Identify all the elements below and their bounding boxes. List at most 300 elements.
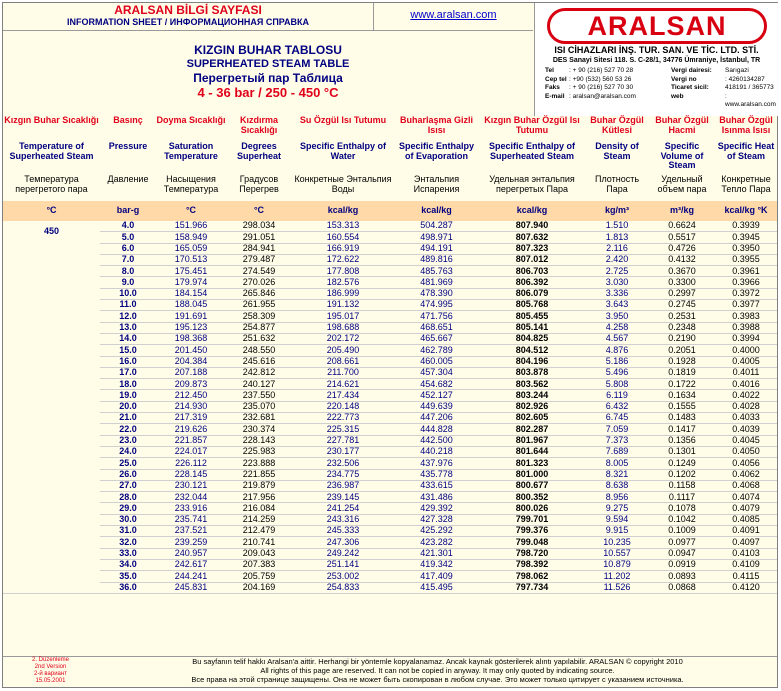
table-cell: 0.1483: [649, 413, 715, 424]
table-cell: 170.513: [156, 254, 226, 265]
table-cell: 12.0: [100, 311, 156, 322]
table-cell: 5.808: [585, 379, 649, 390]
table-cell: 431.486: [394, 492, 479, 503]
table-cell: 0.2745: [649, 300, 715, 311]
table-cell: 17.0: [100, 367, 156, 378]
table-cell: 0.4091: [715, 526, 777, 537]
table-cell: 22.0: [100, 424, 156, 435]
table-cell: 471.756: [394, 311, 479, 322]
table-row: [3, 266, 777, 277]
table-cell: 209.043: [226, 548, 292, 559]
table-cell: 0.1819: [649, 367, 715, 378]
table-cell: 204.169: [226, 582, 292, 593]
copyright-line: Все права на этой странице защищены. Она не может быть скопирован в любом случае. Это может только цитирует с указанием источника.: [191, 675, 684, 684]
table-cell: 179.974: [156, 277, 226, 288]
table-cell: 10.879: [585, 559, 649, 570]
version-line: 2-й вариант: [34, 671, 67, 677]
sheet-header: [3, 3, 374, 31]
table-cell: 248.550: [226, 345, 292, 356]
table-cell: 481.969: [394, 277, 479, 288]
column-header-tr: Kızdırma Sıcaklığı: [226, 116, 292, 142]
table-cell: 803.562: [479, 379, 585, 390]
table-cell: 0.4056: [715, 458, 777, 469]
column-header-ru: Конкретные Энтальпия Воды: [292, 175, 394, 201]
table-cell: 227.781: [292, 435, 394, 446]
column-header-tr: Basınç: [100, 116, 156, 142]
table-row: [3, 480, 777, 491]
table-cell: 258.309: [226, 311, 292, 322]
table-cell: 8.956: [585, 492, 649, 503]
table-cell: 4.876: [585, 345, 649, 356]
table-cell: 232.044: [156, 492, 226, 503]
title-en: SUPERHEATED STEAM TABLE: [186, 58, 350, 70]
company-sheet-title: ARALSAN BİLGİ SAYFASI: [114, 3, 262, 17]
table-cell: 799.376: [479, 526, 585, 537]
table-cell: 217.434: [292, 390, 394, 401]
table-cell: 207.188: [156, 367, 226, 378]
table-cell: 806.392: [479, 277, 585, 288]
table-cell: 172.622: [292, 254, 394, 265]
column-header-en: Saturation Temperature: [156, 142, 226, 175]
table-row: [3, 571, 777, 582]
table-cell: 805.455: [479, 311, 585, 322]
table-cell: 204.384: [156, 356, 226, 367]
table-cell: 205.490: [292, 345, 394, 356]
table-cell: 184.154: [156, 288, 226, 299]
table-cell: 18.0: [100, 379, 156, 390]
table-cell: 0.2051: [649, 345, 715, 356]
table-cell: 220.148: [292, 401, 394, 412]
column-header-unit: °C: [156, 201, 226, 221]
table-cell: 798.720: [479, 548, 585, 559]
table-cell: 217.956: [226, 492, 292, 503]
table-cell: 242.617: [156, 559, 226, 570]
table-cell: 0.1722: [649, 379, 715, 390]
table-cell: 10.557: [585, 548, 649, 559]
table-cell: 209.873: [156, 379, 226, 390]
table-cell: 15.0: [100, 345, 156, 356]
table-cell: 498.971: [394, 232, 479, 243]
table-cell: 807.323: [479, 243, 585, 254]
table-cell: 478.390: [394, 288, 479, 299]
table-cell: 202.172: [292, 333, 394, 344]
table-row: [3, 356, 777, 367]
table-cell: 225.983: [226, 446, 292, 457]
table-cell: 804.512: [479, 345, 585, 356]
table-row: [3, 311, 777, 322]
table-cell: 235.070: [226, 401, 292, 412]
table-cell: 2.420: [585, 254, 649, 265]
table-cell: 222.773: [292, 413, 394, 424]
table-cell: 799.048: [479, 537, 585, 548]
table-row: [3, 413, 777, 424]
table-cell: 175.451: [156, 266, 226, 277]
column-header-unit: kcal/kg: [479, 201, 585, 221]
table-cell: 0.1078: [649, 503, 715, 514]
aralsan-logo: ARALSAN: [547, 8, 767, 44]
table-cell: 230.121: [156, 480, 226, 491]
table-cell: 0.3300: [649, 277, 715, 288]
table-cell: 205.759: [226, 571, 292, 582]
table-cell: 219.879: [226, 480, 292, 491]
table-cell: 4.0: [100, 221, 156, 232]
table-cell: 0.0868: [649, 582, 715, 593]
table-cell: 270.026: [226, 277, 292, 288]
table-cell: 0.3939: [715, 221, 777, 232]
website-cell: [374, 3, 533, 31]
table-cell: 0.2531: [649, 311, 715, 322]
table-cell: 0.0893: [649, 571, 715, 582]
table-cell: 3.336: [585, 288, 649, 299]
copyright-line: Bu sayfanın telif hakkı Aralsan'a aittir. Herhangi bir yöntemle kopyalanamaz. Ancak kaynak gösterilerek alıntı yapılabilir. ARALSAN © copyright 2010: [192, 657, 683, 666]
table-cell: 3.643: [585, 300, 649, 311]
table-cell: 6.0: [100, 243, 156, 254]
website-link[interactable]: www.aralsan.com: [410, 9, 497, 21]
table-row: [3, 469, 777, 480]
table-cell: 419.342: [394, 559, 479, 570]
contact-info: [545, 67, 776, 109]
table-cell: 801.323: [479, 458, 585, 469]
table-cell: 5.0: [100, 232, 156, 243]
table-row: [3, 345, 777, 356]
table-row: [3, 514, 777, 525]
table-cell: 212.450: [156, 390, 226, 401]
column-header-tr: Doyma Sıcaklığı: [156, 116, 226, 142]
table-row: [3, 435, 777, 446]
column-header-tr: Buharlaşma Gizli Isısı: [394, 116, 479, 142]
table-cell: 32.0: [100, 537, 156, 548]
table-cell: 9.275: [585, 503, 649, 514]
table-cell: 0.4045: [715, 435, 777, 446]
column-header-ru: Удельная энтальпия перегретых Пара: [479, 175, 585, 201]
table-cell: 208.661: [292, 356, 394, 367]
table-cell: 230.374: [226, 424, 292, 435]
table-cell: 504.287: [394, 221, 479, 232]
table-row: [3, 288, 777, 299]
registry-key: web: [671, 92, 684, 100]
registry-key: Vergi dairesi:: [671, 67, 712, 74]
column-header-en: Pressure: [100, 142, 156, 175]
title-ru: Перегретый пар Таблица: [193, 71, 343, 85]
table-cell: 0.3670: [649, 266, 715, 277]
registry-value: : www.aralsan.com: [725, 92, 776, 109]
column-header-en: Specific Enthalpy of Water: [292, 142, 394, 175]
table-cell: 214.930: [156, 401, 226, 412]
table-row: [3, 401, 777, 412]
column-header-ru: Удельный объем пара: [649, 175, 715, 201]
table-cell: 442.500: [394, 435, 479, 446]
table-cell: 804.825: [479, 333, 585, 344]
table-row: [3, 367, 777, 378]
table-cell: 0.4103: [715, 548, 777, 559]
table-cell: 802.605: [479, 413, 585, 424]
table-cell: 807.012: [479, 254, 585, 265]
table-cell: 233.916: [156, 503, 226, 514]
table-row: [3, 424, 777, 435]
table-cell: 0.1158: [649, 480, 715, 491]
table-cell: 806.079: [479, 288, 585, 299]
column-header-en: Specific Volume of Steam: [649, 142, 715, 175]
info-sheet: [2, 2, 778, 688]
table-cell: 465.667: [394, 333, 479, 344]
column-header-en: Specific Enthalpy of Evaporation: [394, 142, 479, 175]
table-cell: 28.0: [100, 492, 156, 503]
table-cell: 243.316: [292, 514, 394, 525]
version-line: 2nd Version: [34, 664, 67, 670]
table-cell: 219.626: [156, 424, 226, 435]
table-cell: 0.3966: [715, 277, 777, 288]
version-line: 15.05.2001: [35, 678, 66, 684]
table-cell: 291.051: [226, 232, 292, 243]
column-header-ru: Плотность Пара: [585, 175, 649, 201]
table-cell: 9.594: [585, 514, 649, 525]
table-cell: 0.4011: [715, 367, 777, 378]
table-cell: 801.000: [479, 469, 585, 480]
title-tr: KIZGIN BUHAR TABLOSU: [194, 43, 342, 57]
column-header-ru: Градусов Перегрев: [226, 175, 292, 201]
table-cell: 805.768: [479, 300, 585, 311]
table-cell: 0.6624: [649, 221, 715, 232]
contact-row: [545, 84, 775, 93]
table-cell: 244.241: [156, 571, 226, 582]
table-cell: 0.1009: [649, 526, 715, 537]
table-cell: 30.0: [100, 514, 156, 525]
table-cell: 0.1117: [649, 492, 715, 503]
table-cell: 26.0: [100, 469, 156, 480]
table-cell: 224.017: [156, 446, 226, 457]
table-row: [3, 446, 777, 457]
table-cell: 0.1301: [649, 446, 715, 457]
table-cell: 485.763: [394, 266, 479, 277]
table-cell: 2.116: [585, 243, 649, 254]
table-cell: 245.333: [292, 526, 394, 537]
table-cell: 279.487: [226, 254, 292, 265]
column-header-ru: Насыщения Температура: [156, 175, 226, 201]
header-row-ru: [3, 175, 777, 201]
column-header-unit: °C: [3, 201, 100, 221]
table-row: [3, 232, 777, 243]
table-cell: 803.244: [479, 390, 585, 401]
table-row: [3, 492, 777, 503]
table-cell: 153.313: [292, 221, 394, 232]
table-cell: 0.4132: [649, 254, 715, 265]
table-cell: 239.259: [156, 537, 226, 548]
table-cell: 6.119: [585, 390, 649, 401]
column-header-ru: Конкретные Тепло Пара: [715, 175, 777, 201]
table-cell: 0.4062: [715, 469, 777, 480]
copyright-notice: [98, 657, 777, 689]
contact-key: Cep tel: [545, 75, 567, 83]
table-cell: 166.919: [292, 243, 394, 254]
table-cell: 251.141: [292, 559, 394, 570]
table-cell: 804.196: [479, 356, 585, 367]
table-cell: 417.409: [394, 571, 479, 582]
table-row: [3, 333, 777, 344]
table-cell: 429.392: [394, 503, 479, 514]
table-cell: 211.700: [292, 367, 394, 378]
table-cell: 158.949: [156, 232, 226, 243]
table-row: [3, 582, 777, 593]
table-cell: 468.651: [394, 322, 479, 333]
table-cell: 221.855: [226, 469, 292, 480]
table-cell: 462.789: [394, 345, 479, 356]
table-cell: 444.828: [394, 424, 479, 435]
column-header-ru: Энтальпия Испарения: [394, 175, 479, 201]
table-cell: 29.0: [100, 503, 156, 514]
contact-key: Tel: [545, 67, 554, 74]
table-cell: 3.030: [585, 277, 649, 288]
column-header-en: Density of Steam: [585, 142, 649, 175]
table-cell: 0.1555: [649, 401, 715, 412]
table-cell: 217.319: [156, 413, 226, 424]
table-title: [3, 31, 533, 116]
table-cell: 9.0: [100, 277, 156, 288]
table-cell: 5.186: [585, 356, 649, 367]
column-header-en: Specific Enthalpy of Superheated Steam: [479, 142, 585, 175]
table-cell: 284.941: [226, 243, 292, 254]
table-cell: 9.915: [585, 526, 649, 537]
superheat-temperature: 450: [3, 221, 100, 593]
table-cell: 195.123: [156, 322, 226, 333]
contact-row: [545, 67, 775, 76]
column-header-tr: Su Özgül Isı Tutumu: [292, 116, 394, 142]
table-cell: 11.526: [585, 582, 649, 593]
contact-value: : +90 (532) 560 53 26: [569, 75, 632, 83]
table-cell: 0.1042: [649, 514, 715, 525]
header-area: [3, 3, 777, 116]
table-cell: 0.2190: [649, 333, 715, 344]
version-line: 2. Düzenleme: [31, 657, 70, 663]
table-cell: 14.0: [100, 333, 156, 344]
table-cell: 207.383: [226, 559, 292, 570]
table-row: [3, 548, 777, 559]
table-row: [3, 390, 777, 401]
table-cell: 234.775: [292, 469, 394, 480]
table-cell: 240.957: [156, 548, 226, 559]
column-header-unit: kcal/kg: [394, 201, 479, 221]
table-cell: 0.1202: [649, 469, 715, 480]
table-cell: 36.0: [100, 582, 156, 593]
table-cell: 0.3972: [715, 288, 777, 299]
table-cell: 800.677: [479, 480, 585, 491]
table-cell: 433.615: [394, 480, 479, 491]
contact-row: [545, 92, 776, 109]
table-cell: 1.813: [585, 232, 649, 243]
table-cell: 423.282: [394, 537, 479, 548]
table-cell: 0.0947: [649, 548, 715, 559]
table-cell: 3.950: [585, 311, 649, 322]
table-cell: 0.4005: [715, 356, 777, 367]
table-cell: 454.682: [394, 379, 479, 390]
table-cell: 0.4033: [715, 413, 777, 424]
contact-value: : aralsan@aralsan.com: [569, 92, 636, 100]
table-row: [3, 300, 777, 311]
table-cell: 265.846: [226, 288, 292, 299]
table-cell: 0.2348: [649, 322, 715, 333]
table-cell: 0.4120: [715, 582, 777, 593]
table-cell: 440.218: [394, 446, 479, 457]
table-cell: 0.3983: [715, 311, 777, 322]
table-cell: 1.510: [585, 221, 649, 232]
table-cell: 4.567: [585, 333, 649, 344]
header-row-en: [3, 142, 777, 175]
table-cell: 212.479: [226, 526, 292, 537]
table-cell: 13.0: [100, 322, 156, 333]
table-cell: 20.0: [100, 401, 156, 412]
table-cell: 214.259: [226, 514, 292, 525]
header-row-units: [3, 201, 777, 221]
steam-table: [3, 116, 777, 594]
table-cell: 6.432: [585, 401, 649, 412]
table-cell: 33.0: [100, 548, 156, 559]
table-cell: 0.1356: [649, 435, 715, 446]
table-cell: 242.812: [226, 367, 292, 378]
table-cell: 5.496: [585, 367, 649, 378]
table-cell: 24.0: [100, 446, 156, 457]
table-cell: 0.3988: [715, 322, 777, 333]
table-cell: 0.4726: [649, 243, 715, 254]
table-row: [3, 559, 777, 570]
table-cell: 16.0: [100, 356, 156, 367]
header-row-tr: [3, 116, 777, 142]
version-info: [3, 657, 98, 689]
table-cell: 237.550: [226, 390, 292, 401]
column-header-ru: Давление: [100, 175, 156, 201]
table-cell: 0.3950: [715, 243, 777, 254]
table-cell: 415.495: [394, 582, 479, 593]
table-cell: 261.955: [226, 300, 292, 311]
table-cell: 34.0: [100, 559, 156, 570]
table-cell: 806.703: [479, 266, 585, 277]
table-cell: 10.0: [100, 288, 156, 299]
table-cell: 245.616: [226, 356, 292, 367]
table-cell: 0.4022: [715, 390, 777, 401]
table-cell: 186.999: [292, 288, 394, 299]
table-cell: 11.0: [100, 300, 156, 311]
info-sheet-subtitle: INFORMATION SHEET / ИНФОРМАЦИОННАЯ СПРАВКА: [66, 17, 310, 27]
table-cell: 797.734: [479, 582, 585, 593]
table-cell: 2.725: [585, 266, 649, 277]
table-cell: 457.304: [394, 367, 479, 378]
table-cell: 0.4074: [715, 492, 777, 503]
table-cell: 4.258: [585, 322, 649, 333]
table-cell: 198.688: [292, 322, 394, 333]
registry-value: Sarıgazi: [725, 67, 749, 74]
table-cell: 8.638: [585, 480, 649, 491]
table-cell: 6.745: [585, 413, 649, 424]
table-cell: 421.301: [394, 548, 479, 559]
table-cell: 274.549: [226, 266, 292, 277]
contact-value: : + 90 (216) 527 70 30: [569, 84, 634, 92]
table-cell: 801.967: [479, 435, 585, 446]
table-row: [3, 322, 777, 333]
table-cell: 230.177: [292, 446, 394, 457]
table-cell: 0.4016: [715, 379, 777, 390]
table-cell: 0.4085: [715, 514, 777, 525]
title-range: 4 - 36 bar / 250 - 450 °C: [197, 85, 339, 100]
table-cell: 0.4039: [715, 424, 777, 435]
table-cell: 802.926: [479, 401, 585, 412]
table-cell: 223.888: [226, 458, 292, 469]
table-cell: 0.4115: [715, 571, 777, 582]
table-cell: 191.691: [156, 311, 226, 322]
table-cell: 188.045: [156, 300, 226, 311]
table-cell: 0.4028: [715, 401, 777, 412]
contact-key: E-mail: [545, 92, 565, 100]
table-cell: 0.1928: [649, 356, 715, 367]
column-header-unit: kcal/kg °K: [715, 201, 777, 221]
table-cell: 177.808: [292, 266, 394, 277]
